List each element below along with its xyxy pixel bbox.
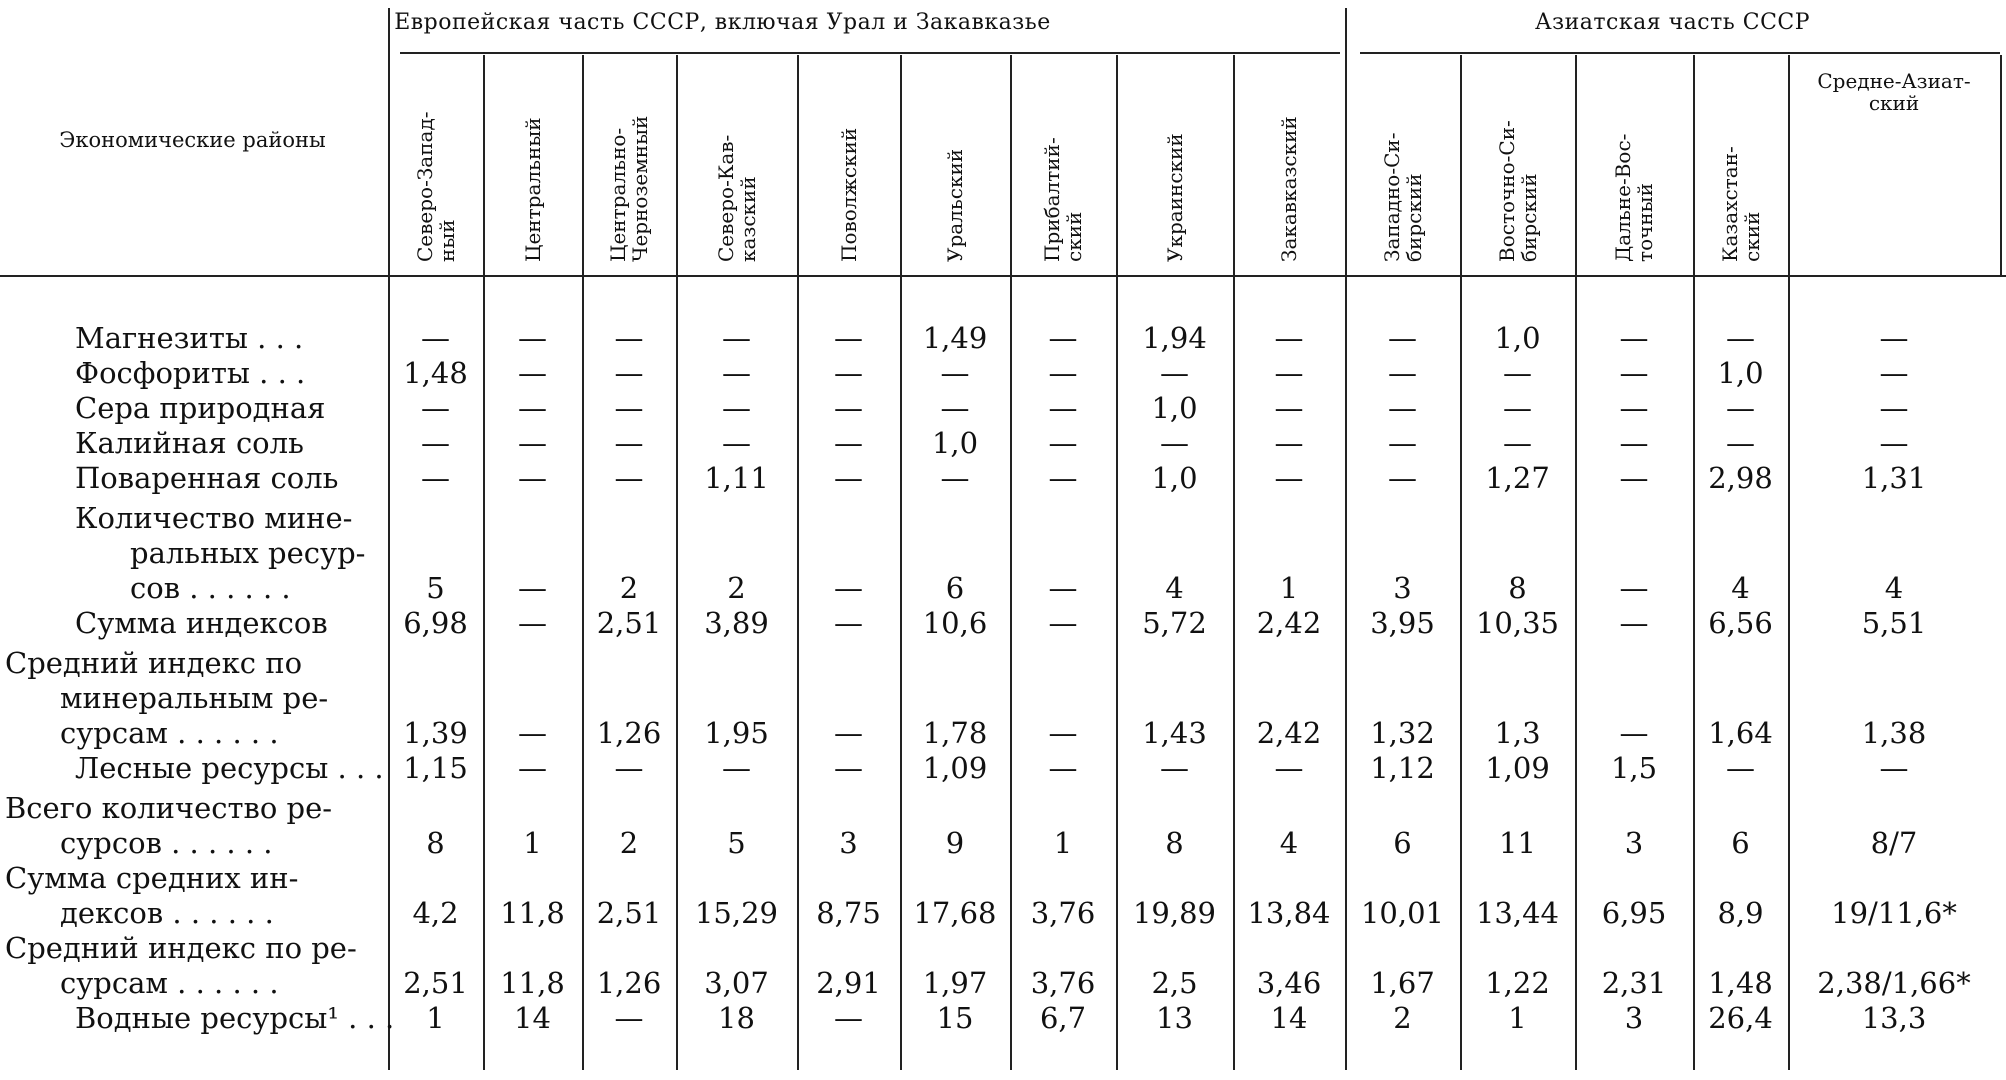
table-cell: — [1879,391,1909,425]
table-cell: — [614,751,644,785]
table-cell: 1,11 [704,461,769,495]
table-cell: — [1879,356,1909,390]
table-cell: — [421,321,450,355]
table-cell: — [1274,321,1304,355]
table-cell: 5 [426,571,445,605]
column-header: Закавказский [1277,116,1301,262]
table-cell: 1,67 [1370,966,1435,1000]
row-label: Количество мине- [75,501,353,535]
table-cell: 8/7 [1870,826,1918,860]
table-cell: 6 [1393,826,1412,860]
table-cell: — [1048,356,1078,390]
table-cell: 1,97 [922,966,988,1000]
table-cell: — [614,1001,644,1035]
row-label: Всего количество ре- [5,791,333,825]
table-cell: — [1619,716,1649,750]
table-cell: 10,01 [1360,896,1445,930]
table-cell: — [834,606,863,640]
column-header: Северо-Кав- казский [713,134,760,262]
table-cell: 15 [936,1001,974,1035]
table-cell: 2,51 [403,966,468,1000]
table-cell: 1 [1279,571,1299,605]
table-cell: — [1274,751,1304,785]
table-cell: — [1274,391,1304,425]
table-cell: — [1388,426,1417,460]
table-cell: 2,42 [1256,716,1322,750]
table-cell: 1,22 [1485,966,1550,1000]
row-label: сурсам . . . . . . [60,966,279,1000]
group-header-europe: Европейская часть СССР, включая Урал и Закавказье [394,10,1051,35]
table-cell: 2,98 [1708,461,1773,495]
row-label: сурсам . . . . . . [60,716,279,750]
table-cell: — [614,426,644,460]
table-cell: — [1619,426,1649,460]
column-header: Восточно-Си- бирский [1494,120,1541,262]
table-cell: 14 [514,1001,551,1035]
table-cell: — [1503,426,1532,460]
table-cell: — [614,461,644,495]
row-label: минеральным ре- [60,681,329,715]
table-cell: 1 [426,1001,445,1035]
table-cell: 1,38 [1861,716,1927,750]
table-cell: — [1619,391,1649,425]
column-header: Прибалтий- ский [1040,137,1086,262]
table-cell: — [834,391,863,425]
row-label: Лесные ресурсы . . . [75,751,384,785]
table-cell: 10,35 [1475,606,1560,640]
header-rule [400,52,1340,54]
table-cell: 1,5 [1610,751,1658,785]
table-cell: 6,7 [1039,1001,1087,1035]
row-label: Поваренная соль [75,461,339,495]
table-cell: 1,12 [1370,751,1435,785]
table-cell: 17,68 [913,896,997,930]
table-cell: — [834,716,863,750]
table-cell: — [1726,391,1755,425]
table-cell: 1,48 [403,356,468,390]
table-cell: — [518,751,547,785]
table-cell: 15,29 [694,896,779,930]
table-cell: 1,78 [922,716,988,750]
table-cell: — [834,571,863,605]
table-cell: — [1388,461,1417,495]
row-label: Средний индекс по ре- [5,931,357,965]
table-cell: 11,8 [500,896,565,930]
table-cell: — [518,571,547,605]
table-cell: 1,0 [1717,356,1764,390]
table-cell: 1,0 [1494,321,1541,355]
table-cell: 9 [945,826,965,860]
table-cell: — [1726,426,1755,460]
table-cell: — [1048,571,1078,605]
row-label: Сумма средних ин- [5,861,299,895]
table-cell: — [834,426,863,460]
column-header: Уральский [943,148,967,262]
table-cell: — [1048,716,1078,750]
row-header-title: Экономические районы [59,128,326,152]
row-label: сурсов . . . . . . [60,826,273,860]
table-cell: — [1388,391,1417,425]
table-cell: — [1048,426,1078,460]
table-cell: 1,31 [1861,461,1927,495]
table-cell: — [1388,356,1417,390]
table-cell: 2,31 [1601,966,1667,1000]
table-cell: 13,84 [1247,896,1331,930]
table-cell: 1 [1053,826,1073,860]
table-cell: 4 [1731,571,1750,605]
table-cell: — [518,606,547,640]
table-cell: — [1726,321,1755,355]
table-cell: — [722,356,751,390]
table-cell: 3 [1393,571,1412,605]
row-label: Фосфориты . . . [75,356,306,390]
table-cell: 2,5 [1151,966,1198,1000]
table-cell: — [1274,356,1304,390]
column-header: Дальне-Вос- точный [1611,133,1657,262]
table-cell: 1,15 [403,751,468,785]
table-cell: 1 [523,826,542,860]
table-cell: 4 [1884,571,1904,605]
table-cell: 2,91 [816,966,881,1000]
table-cell: 5 [727,826,746,860]
table-cell: 3 [839,826,858,860]
table-cell: 2 [619,571,639,605]
column-rule [2000,55,2002,275]
table-cell: 4 [1165,571,1184,605]
column-header: Центральный [520,117,545,262]
table-cell: — [614,321,644,355]
table-cell: 8 [426,826,445,860]
column-header: Северо-Запад- ный [412,111,459,262]
table-cell: 13,3 [1861,1001,1927,1035]
table-cell: 3 [1624,826,1644,860]
table-cell: 2 [1393,1001,1412,1035]
row-label: Водные ресурсы¹ . . . [75,1001,395,1035]
table-cell: 1,0 [931,426,979,460]
column-header: Средне-Азиат- ский [1817,69,1971,115]
column-header: Западно-Си- бирский [1379,132,1426,262]
table-cell: — [1048,461,1078,495]
table-cell: — [1160,751,1189,785]
table-cell: — [421,391,450,425]
row-label: Сера природная [75,391,326,425]
table-cell: 1,09 [922,751,988,785]
table-cell: — [1619,571,1649,605]
table-cell: 2,42 [1256,606,1322,640]
table-cell: — [1726,751,1755,785]
row-label: Средний индекс по [5,646,303,680]
table-cell: 6 [945,571,965,605]
column-header: Поволжский [836,127,861,262]
table-cell: 1,49 [922,321,988,355]
table-cell: — [518,321,547,355]
table-cell: 3,46 [1256,966,1322,1000]
table-cell: — [518,356,547,390]
table-cell: — [1879,751,1909,785]
table-cell: 18 [718,1001,755,1035]
table-cell: — [834,461,863,495]
table-cell: 5,72 [1142,606,1207,640]
table-cell: 1,94 [1142,321,1207,355]
table-cell: 1,0 [1151,391,1198,425]
table-cell: — [940,356,970,390]
table-cell: — [722,426,751,460]
table-cell: — [940,391,970,425]
table-cell: 13,44 [1475,896,1560,930]
table-cell: 3,76 [1030,896,1096,930]
table-cell: — [1160,356,1189,390]
table-cell: — [518,391,547,425]
table-cell: 8,75 [816,896,881,930]
table-cell: — [1048,321,1078,355]
table-cell: — [518,716,547,750]
table-cell: 1,0 [1151,461,1198,495]
table-cell: 3,76 [1030,966,1096,1000]
table-cell: — [834,1001,863,1035]
table-cell: — [940,461,970,495]
table-cell: 6,98 [403,606,468,640]
table-cell: — [1160,426,1189,460]
table-cell: 11,8 [500,966,565,1000]
table-cell: 1 [1508,1001,1527,1035]
table-cell: 6,95 [1601,896,1667,930]
table-cell: 26,4 [1708,1001,1773,1035]
row-label: сов . . . . . . [130,571,291,605]
row-label: Магнезиты . . . [75,321,304,355]
table-cell: — [614,356,644,390]
table-cell: 1,64 [1708,716,1773,750]
table-cell: — [1388,321,1417,355]
table-cell: — [722,321,751,355]
table-cell: 6 [1731,826,1750,860]
row-label: ральных ресур- [130,536,366,570]
table-cell: 19,89 [1132,896,1217,930]
header-rule [1360,52,2000,54]
table-cell: 3,07 [704,966,769,1000]
table-cell: 2,51 [596,896,662,930]
table-cell: 1,43 [1142,716,1207,750]
table-cell: 3,95 [1370,606,1435,640]
table-cell: 11 [1499,826,1536,860]
table-cell: — [518,461,547,495]
table-cell: — [614,391,644,425]
table-cell: — [1048,606,1078,640]
table-cell: 2,51 [596,606,662,640]
row-label: Сумма индексов [75,606,328,640]
table-cell: 14 [1270,1001,1308,1035]
table-cell: 3,89 [704,606,769,640]
column-header: Украинский [1162,133,1187,262]
table-cell: — [421,461,450,495]
table-cell: 3 [1624,1001,1644,1035]
table-cell: — [1274,426,1304,460]
table-cell: — [1048,751,1078,785]
table-cell: 1,32 [1370,716,1435,750]
table-cell: — [722,391,751,425]
table-cell: 1,26 [596,716,662,750]
table-cell: — [1048,391,1078,425]
table-cell: 2 [619,826,639,860]
table-cell: — [834,751,863,785]
column-header: Центрально- Черноземный [606,115,652,262]
table-cell: 2,38/1,66* [1817,966,1971,1000]
table-cell: 1,09 [1485,751,1550,785]
table-cell: — [1619,321,1649,355]
table-cell: — [518,426,547,460]
row-label: Калийная соль [75,426,304,460]
table-cell: 2 [727,571,746,605]
table-cell: 8 [1508,571,1527,605]
table-cell: — [1274,461,1304,495]
table-cell: — [1619,356,1649,390]
table-cell: 10,6 [922,606,988,640]
table-cell: 6,56 [1708,606,1773,640]
table-cell: 1,27 [1485,461,1550,495]
table-cell: 19/11,6* [1831,896,1957,930]
table-cell: 4,2 [412,896,459,930]
table-cell: 1,39 [403,716,468,750]
table-cell: — [834,321,863,355]
table-cell: 1,48 [1708,966,1773,1000]
table-cell: — [834,356,863,390]
table-cell: 1,26 [596,966,662,1000]
row-label: дексов . . . . . . [60,896,274,930]
column-header: Казахстан- ский [1717,146,1764,262]
table-cell: 4 [1279,826,1299,860]
table-cell: — [421,426,450,460]
table-cell: — [1879,321,1909,355]
table-cell: — [1619,606,1649,640]
table-cell: 13 [1156,1001,1193,1035]
table-cell: — [1879,426,1909,460]
table-cell: 5,51 [1861,606,1927,640]
header-rule [0,275,2006,277]
table-cell: 1,95 [704,716,769,750]
table-cell: — [722,751,751,785]
table-cell: — [1503,391,1532,425]
table-cell: 8 [1165,826,1184,860]
group-header-asia: Азиатская часть СССР [1534,10,1811,35]
table-cell: — [1503,356,1532,390]
table-cell: — [1619,461,1649,495]
table-cell: 8,9 [1717,896,1764,930]
table-cell: 1,3 [1494,716,1541,750]
